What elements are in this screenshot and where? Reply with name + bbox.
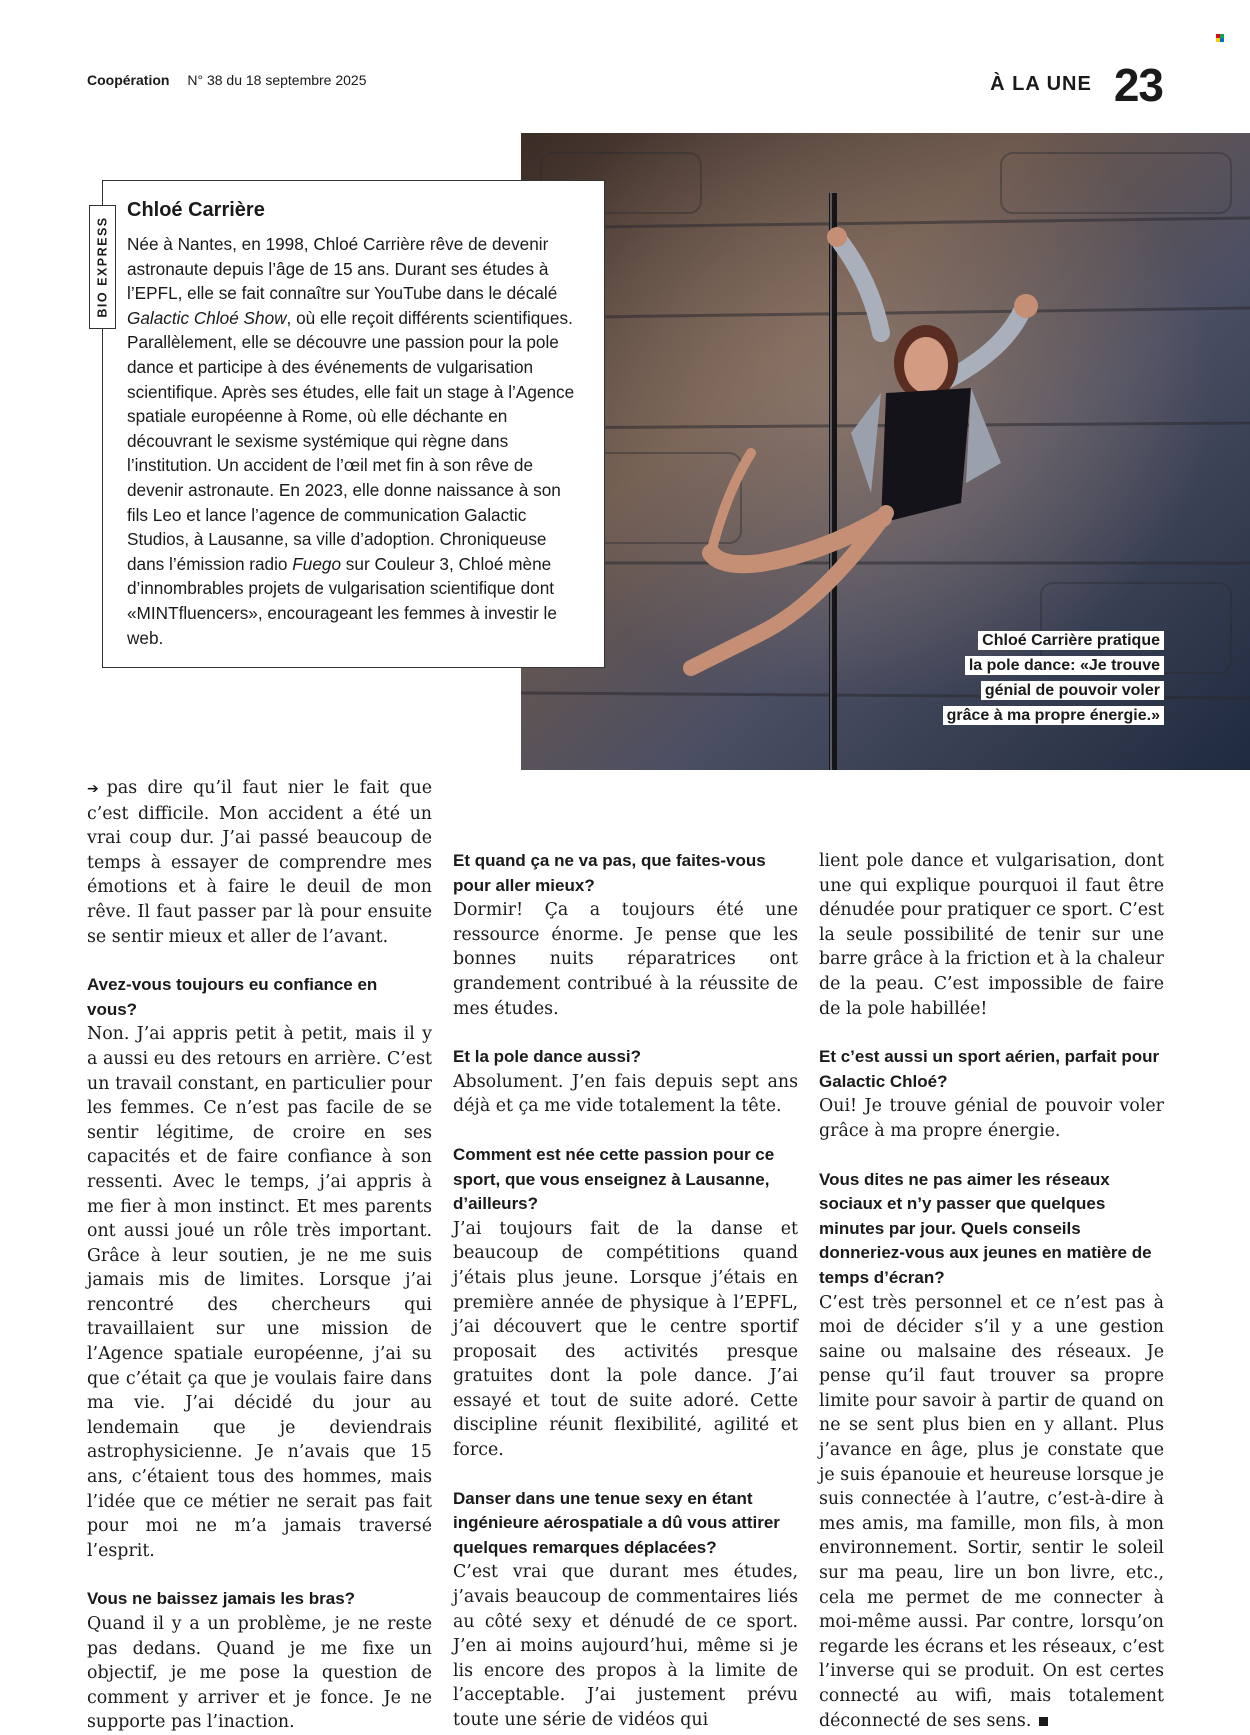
interview-answer: J’ai toujours fait de la danse et beaucoup de compétitions quand j’étais plus jeune. Lorsque j’étais en première année de physique à l’EPFL, j’ai découvert que le centre sportif proposait des activités presque gratuites dont la pole dance. J’ai essayé et tout de suite adoré. Cette discipline réunit flexibilité, agilité et force. <box>453 1218 798 1461</box>
bio-text <box>127 232 584 650</box>
interview-answer: C’est très personnel et ce n’est pas à moi de décider s’il y a une gestion saine ou malsaine des réseaux. Je pense qu’il faut trouver sa propre limite pour savoir à partir de quand on ne se sent plus bien en y allant. Plus j’avance en âge, plus je constate que je suis épanouie et heureuse lorsque je suis connectée à l’autre, c’est-à-dire à mes amis, ma famille, mon fils, à mon environnement. Sortir, sentir le soleil sur ma peau, lire un bon livre, etc., cela me permet de me connecter à moi-même aussi. Par contre, lorsqu’on regarde les écrans et les réseaux, c’est l’inverse qui se produit. On est certes connecté au wifi, mais totalement déconnecté de ses sens. <box>819 1292 1164 1731</box>
caption-line: la pole dance: «Je trouve <box>965 656 1164 675</box>
article-column-2 <box>453 849 798 1733</box>
bio-part-3: sur Couleur 3, Chloé mène d’innombrables projets de vulgarisation scientifique dont «MINTfluencers», encourageant les femmes à investir le web. <box>127 553 557 648</box>
caption-line: grâce à ma propre énergie.» <box>943 706 1164 725</box>
rubric-label: À LA UNE <box>990 73 1092 95</box>
interview-answer: Non. J’ai appris petit à petit, mais il y a aussi eu des retours en arrière. C’est un travail constant, en particulier pour les femmes. Ce n’est pas facile de se sentir légitime, de croire en ses capacités et de faire confiance à son ressenti. Avec le temps, j’ai appris à me fier à mon instinct. Et mes parents ont aussi joué un rôle très important. Grâce à leur soutien, je ne me suis jamais mis de limites. Lorsque j’ai rencontré des chercheurs qui travaillaient sur une mission de l’Agence spatiale européenne, j’ai su que c’était ça que je voulais faire dans ma vie. J’ai décidé du jour au lendemain que je deviendrais astrophysicienne. Je n’avais que 15 ans, c’étaient tous des hommes, mais l’idée que ce métier ne serait pas fait pour moi ne m’a jamais traversé l’esprit. <box>87 1024 432 1561</box>
article-column-1 <box>87 776 432 1735</box>
article-column-3 <box>819 849 1164 1733</box>
interview-question: Et c’est aussi un sport aérien, parfait pour Galactic Chloé? <box>819 1047 1160 1091</box>
interview-answer: Oui! Je trouve génial de pouvoir voler grâce à ma propre énergie. <box>819 1096 1164 1141</box>
column-1-lead <box>87 776 432 949</box>
interview-question: Avez-vous toujours eu confiance en vous? <box>87 975 378 1019</box>
interview-question: Et la pole dance aussi? <box>453 1047 642 1067</box>
bio-name: Chloé Carrière <box>127 199 265 221</box>
interview-question: Vous dites ne pas aimer les réseaux sociaux et n’y passer que quelques minutes par jour. Quels conseils donneriez-vous aux jeunes en matière de temps d’écran? <box>819 1169 1152 1287</box>
caption-line: génial de pouvoir voler <box>981 681 1164 700</box>
running-header <box>87 72 367 88</box>
interview-question: Et quand ça ne va pas, que faites-vous pour aller mieux? <box>453 851 766 895</box>
interview-question: Comment est née cette passion pour ce sport, que vous enseignez à Lausanne, d’ailleurs? <box>453 1144 775 1214</box>
interview-question: Danser dans une tenue sexy en étant ingénieure aérospatiale a dû vous attirer quelques remarques déplacées? <box>453 1488 780 1557</box>
color-mark-blue <box>1220 38 1224 42</box>
photo-caption <box>943 628 1164 728</box>
bio-express-label: BIO EXPRESS <box>95 216 110 318</box>
final-answer <box>819 1291 1164 1734</box>
bio-express-tag <box>89 205 116 329</box>
interview-answer: Quand il y a un problème, je ne reste pas dedans. Quand je me fixe un objectif, je me pose la question de comment y arriver et je fonce. Je ne supporte pas l’inaction. <box>87 1614 432 1733</box>
bio-express-box <box>95 180 605 668</box>
bio-part-1: Née à Nantes, en 1998, Chloé Carrière rêve de devenir astronaute depuis l’âge de 15 ans. Durant ses études à l’EPFL, elle se fait connaître sur YouTube dans le décalé <box>127 234 558 304</box>
interview-answer: Absolument. J’en fais depuis sept ans déjà et ça me vide totalement la tête. <box>453 1071 798 1117</box>
continuation-arrow-icon: ➔ <box>87 781 99 797</box>
interview-answer: Dormir! Ça a toujours été une ressource énorme. Je pense que les bonnes nuits réparatrices ont grandement contribué à la réussite de mes études. <box>453 900 798 1019</box>
print-color-mark <box>1216 34 1224 42</box>
bio-part-2: , où elle reçoit différents scientifiques. Parallèlement, elle se découvre une passion pour la pole dance et participe à des événements de vulgarisation scientifique. Après ses études, elle fait un stage à l’Agence spatiale européenne à Rome, où elle déchante en découvrant le sexisme systémique qui règne dans l’institution. Un accident de l’œil met fin à son rêve de devenir astronaute. En 2023, elle donne naissance à son fils Leo et lance l’agence de communication Galactic Studios, à Lausanne, sa ville d’adoption. Chroniqueuse dans l’émission radio <box>127 307 575 574</box>
interview-answer: C’est vrai que durant mes études, j’avais beaucoup de commentaires liés au côté sexy et dénudé de ce sport. J’en ai moins aujourd’hui, même si je lis encore des propos à la limite de l’acceptable. J’ai justement prévu toute une série de vidéos qui <box>453 1562 798 1730</box>
end-of-article-mark <box>1039 1717 1048 1726</box>
interview-question: Vous ne baissez jamais les bras? <box>87 1589 356 1609</box>
issue-info: N° 38 du 18 septembre 2025 <box>187 72 367 88</box>
caption-line: Chloé Carrière pratique <box>978 631 1164 650</box>
bio-radio-title: Fuego <box>292 553 342 574</box>
lead-text: pas dire qu’il faut nier le fait que c’est difficile. Mon accident a été un vrai coup dur. J’ai passé beaucoup de temps à essayer de comprendre mes émotions et à faire le deuil de mon rêve. Il faut passer par là pour ensuite se sentir mieux et aller de l’avant. <box>87 778 432 947</box>
bio-show-title: Galactic Chloé Show <box>127 307 287 328</box>
magazine-name: Coopération <box>87 72 170 88</box>
page-header-right <box>990 59 1163 111</box>
page-number: 23 <box>1113 59 1163 111</box>
column-3-lead: lient pole dance et vulgarisation, dont une qui explique pourquoi il faut être dénudée pour pratiquer ce sport. C’est la seule possibilité de tenir sur une barre grâce à la friction et à la chaleur de la peau. C’est impossible de faire de la pole habillée! <box>819 851 1164 1019</box>
